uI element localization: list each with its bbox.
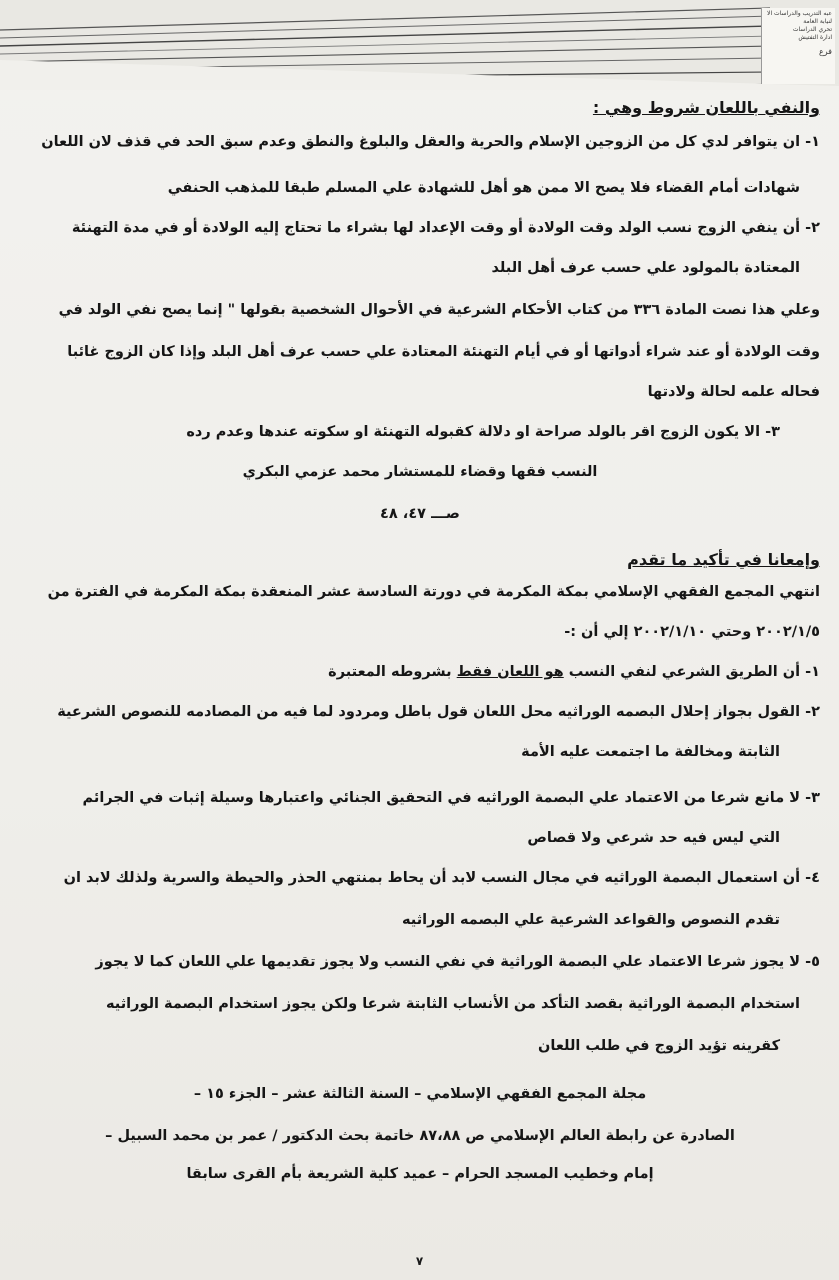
academy-decision-line-2: ٢٠٠٢/١/٥ وحتي ٢٠٠٢/١/١٠ إلي أن :-	[564, 624, 820, 640]
academy-decision-line-1: انتهي المجمع الفقهي الإسلامي بمكة المكرمة في دورتة السادسة عشر المنعقدة بمكة المكرمة في الفترة من	[47, 584, 820, 600]
reference-1: النسب فقها وقضاء للمستشار محمد عزمي البكري	[242, 464, 598, 480]
article-336-line-1: وعلي هذا نصت المادة ٣٣٦ من كتاب الأحكام الشرعية في الأحوال الشخصية بقولها " إنما يصح نفي الولد في	[58, 302, 820, 318]
letterhead-line: فرع	[818, 47, 832, 56]
condition-1-line-2: شهادات أمام القضاء فلا يصح الا ممن هو أهل للشهادة علي المسلم طبقا للمذهب الحنفي	[167, 180, 800, 196]
reference-1-pages: صـــ ٤٧، ٤٨	[380, 506, 460, 522]
resolution-1-text: ١- أن الطريق الشرعي لنفي النسب	[563, 664, 820, 680]
page-number: ٧	[415, 1254, 424, 1268]
resolution-4-line-1: ٤- أن استعمال البصمة الوراثيه في مجال النسب لابد أن يحاط بمنتهي الحذر والحيطة والسرية ولذلك لابد ان	[63, 870, 820, 886]
resolution-1	[328, 664, 820, 680]
resolution-5-line-1: ٥- لا يجوز شرعا الاعتماد علي البصمة الوراثية في نفي النسب ولا يجوز تقديمها علي اللعان كما لا يجوز	[95, 954, 820, 970]
resolution-1-text-end: بشروطه المعتبرة	[328, 664, 457, 680]
resolution-2-line-2: الثابتة ومخالفة ما اجتمعت عليه الأمة	[521, 744, 780, 760]
letterhead-line: تحري الدراسات	[792, 26, 832, 33]
section-2-title: وإمعانا في تأكيد ما تقدم	[627, 550, 820, 569]
resolution-5-line-3: كقرينه تؤيد الزوج في طلب اللعان	[538, 1038, 780, 1054]
condition-1-line-1: ١- ان يتوافر لدي كل من الزوجين الإسلام والحرية والعقل والبلوغ والنطق وعدم سبق الحد في قذف لان اللعان	[41, 134, 820, 150]
condition-2-line-2: المعتادة بالمولود علي حسب عرف أهل البلد	[491, 260, 800, 276]
reference-2-line-2: الصادرة عن رابطة العالم الإسلامي ص ٨٧،٨٨ خاتمة بحث الدكتور / عمر بن محمد السبيل –	[105, 1128, 735, 1144]
paper-stack-lines	[0, 0, 839, 90]
letterhead-line: لنيابة العامة	[803, 18, 832, 25]
resolution-4-line-2: تقدم النصوص والقواعد الشرعية علي البصمه الوراثيه	[401, 912, 780, 928]
letterhead-corner	[761, 8, 835, 84]
letterhead-line: عبه التدريب والدراسات الا	[767, 10, 832, 17]
resolution-5-line-2: استخدام البصمة الوراثية بقصد التأكد من الأنساب الثابتة شرعا ولكن يجوز استخدام البصمة الوراثيه	[106, 996, 800, 1012]
condition-3-line-1: ٣- الا يكون الزوج اقر بالولد صراحة او دلالة كقبوله التهنئة او سكوته عندها وعدم رده	[186, 424, 780, 440]
paper-stack-edge	[0, 0, 839, 90]
reference-2-line-3: إمام وخطيب المسجد الحرام – عميد كلية الشريعة بأم القرى سابقا	[186, 1166, 654, 1182]
article-336-line-3: فحاله علمه لحالة ولادتها	[647, 384, 820, 400]
resolution-2-line-1: ٢- القول بجواز إحلال البصمه الوراثيه محل اللعان قول باطل ومردود لما فيه من المصادمه للنصوص الشرعية	[57, 704, 820, 720]
section-title: والنفي باللعان شروط وهي :	[592, 98, 820, 117]
resolution-3-line-2: التي ليس فيه حد شرعي ولا قصاص	[527, 830, 780, 846]
article-336-line-2: وقت الولادة أو عند شراء أدواتها أو في أيام التهنئة المعتادة علي حسب عرف أهل البلد وإذا كان الزوج غائبا	[67, 344, 820, 360]
resolution-3-line-1: ٣- لا مانع شرعا من الاعتماد علي البصمة الوراثيه في التحقيق الجنائي واعتبارها وسيلة إثبات في الجرائم	[82, 790, 820, 806]
letterhead-line: ادارة التفتيش	[798, 34, 832, 41]
resolution-1-underlined: هو اللعان فقط	[456, 664, 564, 680]
condition-2-line-1: ٢- أن ينفي الزوج نسب الولد وقت الولادة أو وقت الإعداد لها بشراء ما تحتاج إليه الولادة أو في مدة التهنئة	[71, 220, 820, 236]
reference-2-line-1: مجلة المجمع الفقهي الإسلامي – السنة الثالثة عشر – الجزء ١٥ –	[193, 1086, 647, 1102]
